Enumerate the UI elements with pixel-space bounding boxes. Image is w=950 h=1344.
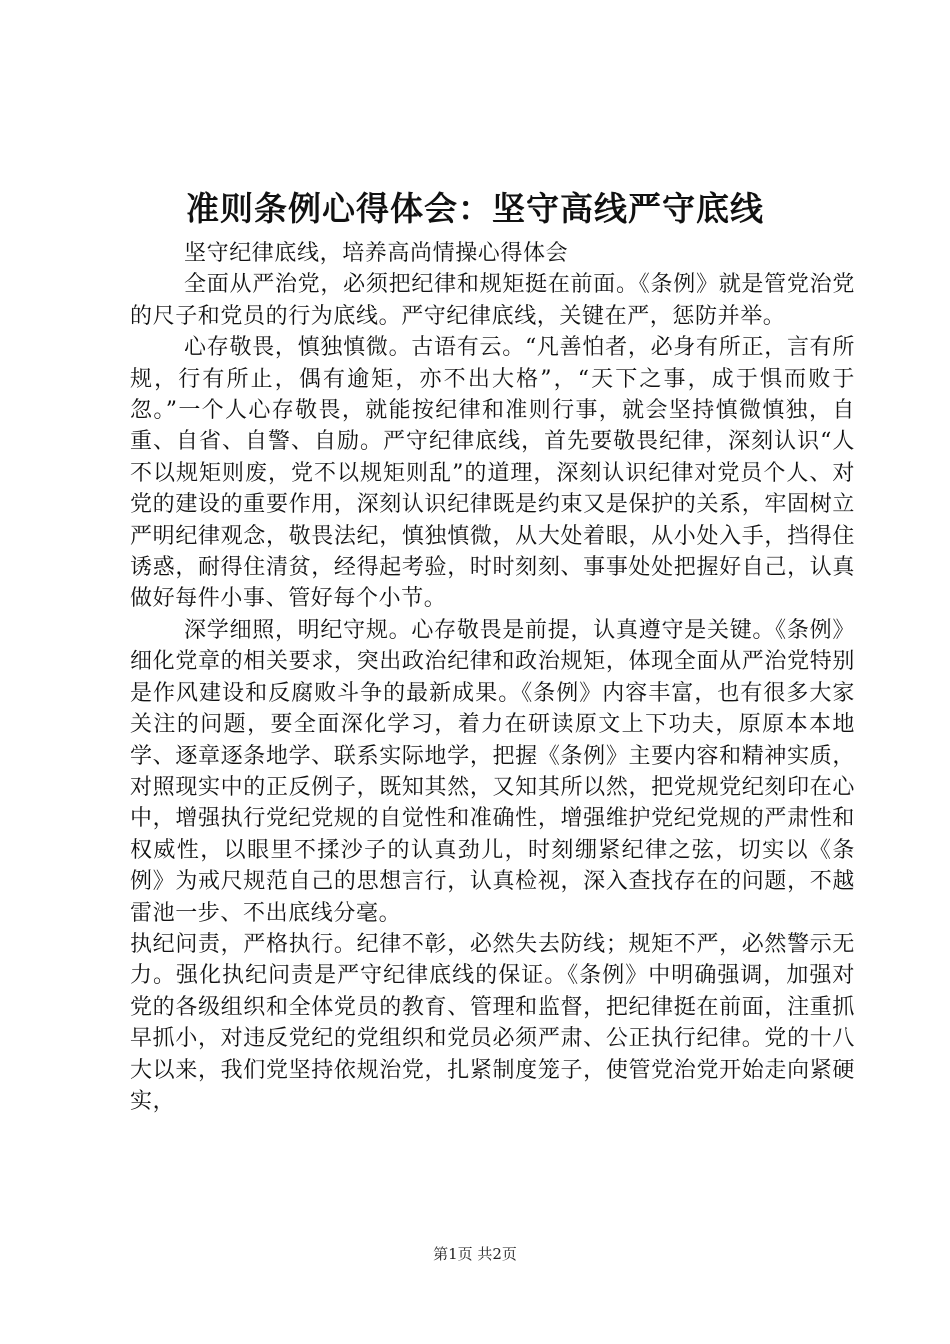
paragraph-subtitle: 坚守纪律底线，培养高尚情操心得体会	[184, 241, 569, 266]
paragraph-accountability: 执纪问责，严格执行。纪律不彰，必然失去防线；规矩不严，必然警示无力。强化执纪问责是严守纪律底线的保证。《条例》中明确强调，加强对党的各级组织和全体党员的教育、管理和监督，把纪律挺在前面，注重抓早抓小，对违反党纪的党组织和党员必须严肃、公正执行纪律。党的十八大以来，我们党坚持依规治党，扎紧制度笼子，使管党治党开始走向紧硬实，	[130, 931, 855, 1114]
paragraph-intro: 全面从严治党，必须把纪律和规矩挺在前面。《条例》就是管党治党的尺子和党员的行为底线。严守纪律底线，关键在严，惩防并举。	[130, 272, 855, 329]
paragraph-study: 深学细照，明纪守规。心存敬畏是前提，认真遵守是关键。《条例》细化党章的相关要求，突出政治纪律和政治规矩，体现全面从严治党特别是作风建设和反腐败斗争的最新成果。《条例》内容丰富，也有很多大家关注的问题，要全面深化学习，着力在研读原文上下功夫，原原本本地学、逐章逐条地学、联系实际地学，把握《条例》主要内容和精神实质，对照现实中的正反例子，既知其然，又知其所以然，把党规党纪刻印在心中，增强执行党纪党规的自觉性和准确性，增强维护党纪党规的严肃性和权威性，以眼里不揉沙子的认真劲儿，时刻绷紧纪律之弦，切实以《条例》为戒尺规范自己的思想言行，认真检视，深入查找存在的问题，不越雷池一步、不出底线分毫。	[130, 617, 855, 926]
document-title: 准则条例心得体会：坚守高线严守底线	[186, 189, 764, 228]
page-footer: 第1页 共2页	[433, 1245, 517, 1263]
document-body	[130, 238, 855, 1117]
paragraph-reverence: 心存敬畏，慎独慎微。古语有云。“凡善怕者，必身有所正，言有所规，行有所止，偶有逾矩，亦不出大格”，“天下之事，成于惧而败于忽。”一个人心存敬畏，就能按纪律和准则行事，就会坚持慎微慎独，自重、自省、自警、自励。严守纪律底线，首先要敬畏纪律，深刻认识“人不以规矩则废，党不以规矩则乱”的道理，深刻认识纪律对党员个人、对党的建设的重要作用，深刻认识纪律既是约束又是保护的关系，牢固树立严明纪律观念，敬畏法纪，慎独慎微，从大处着眼，从小处入手，挡得住诱惑，耐得住清贫，经得起考验，时时刻刻、事事处处把握好自己，认真做好每件小事、管好每个小节。	[130, 335, 855, 612]
